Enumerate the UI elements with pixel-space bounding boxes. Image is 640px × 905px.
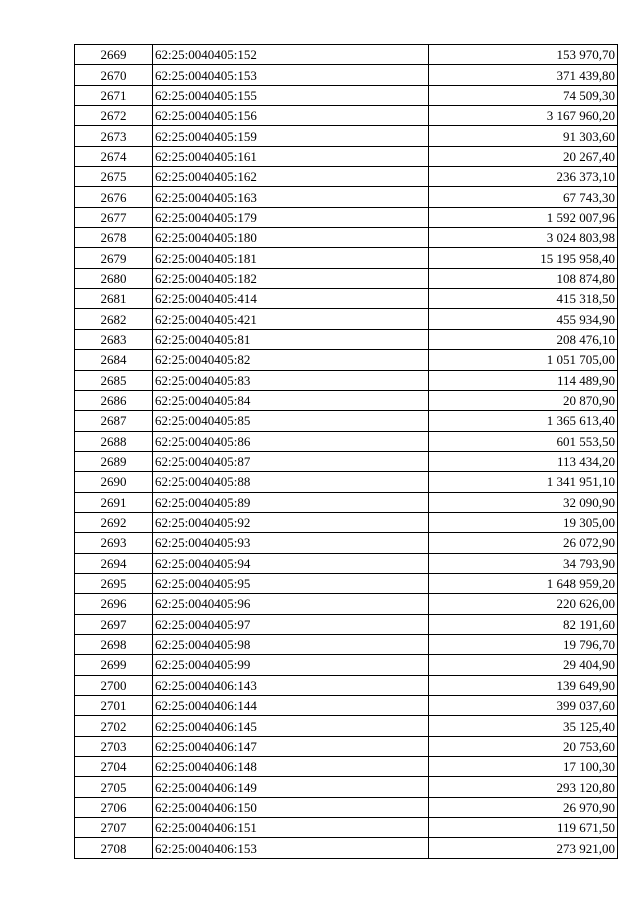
table-row — [75, 696, 618, 716]
row-number-cell: 2704 — [75, 757, 153, 777]
row-number-cell: 2677 — [75, 207, 153, 227]
cadastral-value-cell: 293 120,80 — [429, 777, 618, 797]
row-number-cell: 2700 — [75, 675, 153, 695]
cadastral-number-cell: 62:25:0040406:148 — [153, 757, 429, 777]
cadastral-value-cell: 220 626,00 — [429, 594, 618, 614]
cadastral-number-cell: 62:25:0040405:97 — [153, 614, 429, 634]
cadastral-value-cell: 1 051 705,00 — [429, 350, 618, 370]
table-row — [75, 757, 618, 777]
cadastral-number-cell: 62:25:0040406:143 — [153, 675, 429, 695]
row-number-cell: 2703 — [75, 736, 153, 756]
row-number-cell: 2673 — [75, 126, 153, 146]
cadastral-number-cell: 62:25:0040405:414 — [153, 289, 429, 309]
row-number-cell: 2705 — [75, 777, 153, 797]
cadastral-value-cell: 29 404,90 — [429, 655, 618, 675]
cadastral-value-cell: 371 439,80 — [429, 65, 618, 85]
table-row — [75, 268, 618, 288]
row-number-cell: 2698 — [75, 634, 153, 654]
cadastral-number-cell: 62:25:0040405:421 — [153, 309, 429, 329]
cadastral-number-cell: 62:25:0040406:150 — [153, 797, 429, 817]
cadastral-value-cell: 19 796,70 — [429, 634, 618, 654]
cadastral-value-cell: 3 024 803,98 — [429, 228, 618, 248]
row-number-cell: 2692 — [75, 512, 153, 532]
table-row — [75, 106, 618, 126]
cadastral-number-cell: 62:25:0040406:147 — [153, 736, 429, 756]
table-row — [75, 472, 618, 492]
row-number-cell: 2674 — [75, 146, 153, 166]
row-number-cell: 2697 — [75, 614, 153, 634]
row-number-cell: 2708 — [75, 838, 153, 858]
registry-table-body — [75, 45, 618, 859]
cadastral-value-cell: 32 090,90 — [429, 492, 618, 512]
table-row — [75, 736, 618, 756]
cadastral-value-cell: 17 100,30 — [429, 757, 618, 777]
registry-table — [74, 44, 618, 859]
cadastral-value-cell: 1 341 951,10 — [429, 472, 618, 492]
cadastral-value-cell: 20 267,40 — [429, 146, 618, 166]
row-number-cell: 2691 — [75, 492, 153, 512]
table-row — [75, 573, 618, 593]
cadastral-number-cell: 62:25:0040405:94 — [153, 553, 429, 573]
cadastral-value-cell: 20 753,60 — [429, 736, 618, 756]
table-row — [75, 451, 618, 471]
table-row — [75, 533, 618, 553]
cadastral-number-cell: 62:25:0040405:84 — [153, 390, 429, 410]
cadastral-number-cell: 62:25:0040405:87 — [153, 451, 429, 471]
cadastral-value-cell: 114 489,90 — [429, 370, 618, 390]
cadastral-value-cell: 15 195 958,40 — [429, 248, 618, 268]
cadastral-number-cell: 62:25:0040405:82 — [153, 350, 429, 370]
table-row — [75, 818, 618, 838]
table-row — [75, 594, 618, 614]
cadastral-value-cell: 82 191,60 — [429, 614, 618, 634]
cadastral-value-cell: 19 305,00 — [429, 512, 618, 532]
cadastral-number-cell: 62:25:0040405:85 — [153, 411, 429, 431]
table-row — [75, 797, 618, 817]
table-row — [75, 350, 618, 370]
cadastral-number-cell: 62:25:0040405:81 — [153, 329, 429, 349]
row-number-cell: 2706 — [75, 797, 153, 817]
table-row — [75, 655, 618, 675]
table-row — [75, 553, 618, 573]
table-row — [75, 228, 618, 248]
cadastral-number-cell: 62:25:0040405:159 — [153, 126, 429, 146]
cadastral-number-cell: 62:25:0040405:182 — [153, 268, 429, 288]
table-row — [75, 716, 618, 736]
cadastral-value-cell: 26 970,90 — [429, 797, 618, 817]
row-number-cell: 2701 — [75, 696, 153, 716]
cadastral-value-cell: 3 167 960,20 — [429, 106, 618, 126]
row-number-cell: 2681 — [75, 289, 153, 309]
row-number-cell: 2683 — [75, 329, 153, 349]
table-row — [75, 370, 618, 390]
cadastral-number-cell: 62:25:0040405:181 — [153, 248, 429, 268]
cadastral-number-cell: 62:25:0040406:144 — [153, 696, 429, 716]
row-number-cell: 2670 — [75, 65, 153, 85]
row-number-cell: 2687 — [75, 411, 153, 431]
row-number-cell: 2693 — [75, 533, 153, 553]
table-row — [75, 85, 618, 105]
cadastral-number-cell: 62:25:0040406:151 — [153, 818, 429, 838]
table-row — [75, 512, 618, 532]
cadastral-number-cell: 62:25:0040405:86 — [153, 431, 429, 451]
cadastral-number-cell: 62:25:0040405:83 — [153, 370, 429, 390]
cadastral-value-cell: 1 365 613,40 — [429, 411, 618, 431]
row-number-cell: 2669 — [75, 45, 153, 65]
table-row — [75, 390, 618, 410]
cadastral-number-cell: 62:25:0040405:155 — [153, 85, 429, 105]
cadastral-value-cell: 34 793,90 — [429, 553, 618, 573]
cadastral-value-cell: 119 671,50 — [429, 818, 618, 838]
row-number-cell: 2676 — [75, 187, 153, 207]
table-row — [75, 634, 618, 654]
cadastral-number-cell: 62:25:0040405:162 — [153, 167, 429, 187]
table-row — [75, 492, 618, 512]
cadastral-number-cell: 62:25:0040405:99 — [153, 655, 429, 675]
cadastral-value-cell: 91 303,60 — [429, 126, 618, 146]
cadastral-number-cell: 62:25:0040406:149 — [153, 777, 429, 797]
table-row — [75, 431, 618, 451]
cadastral-value-cell: 153 970,70 — [429, 45, 618, 65]
row-number-cell: 2671 — [75, 85, 153, 105]
row-number-cell: 2702 — [75, 716, 153, 736]
table-row — [75, 167, 618, 187]
cadastral-number-cell: 62:25:0040405:161 — [153, 146, 429, 166]
cadastral-value-cell: 35 125,40 — [429, 716, 618, 736]
table-row — [75, 146, 618, 166]
table-row — [75, 777, 618, 797]
cadastral-value-cell: 1 648 959,20 — [429, 573, 618, 593]
cadastral-value-cell: 26 072,90 — [429, 533, 618, 553]
cadastral-number-cell: 62:25:0040405:88 — [153, 472, 429, 492]
cadastral-number-cell: 62:25:0040405:89 — [153, 492, 429, 512]
cadastral-value-cell: 273 921,00 — [429, 838, 618, 858]
table-row — [75, 187, 618, 207]
table-row — [75, 329, 618, 349]
cadastral-number-cell: 62:25:0040405:95 — [153, 573, 429, 593]
row-number-cell: 2684 — [75, 350, 153, 370]
cadastral-value-cell: 208 476,10 — [429, 329, 618, 349]
cadastral-number-cell: 62:25:0040405:98 — [153, 634, 429, 654]
row-number-cell: 2699 — [75, 655, 153, 675]
cadastral-number-cell: 62:25:0040406:153 — [153, 838, 429, 858]
table-row — [75, 289, 618, 309]
table-row — [75, 45, 618, 65]
table-row — [75, 248, 618, 268]
table-row — [75, 411, 618, 431]
row-number-cell: 2707 — [75, 818, 153, 838]
cadastral-value-cell: 108 874,80 — [429, 268, 618, 288]
row-number-cell: 2688 — [75, 431, 153, 451]
table-row — [75, 309, 618, 329]
row-number-cell: 2686 — [75, 390, 153, 410]
cadastral-value-cell: 415 318,50 — [429, 289, 618, 309]
row-number-cell: 2678 — [75, 228, 153, 248]
cadastral-value-cell: 74 509,30 — [429, 85, 618, 105]
cadastral-value-cell: 601 553,50 — [429, 431, 618, 451]
row-number-cell: 2696 — [75, 594, 153, 614]
cadastral-value-cell: 20 870,90 — [429, 390, 618, 410]
cadastral-value-cell: 67 743,30 — [429, 187, 618, 207]
cadastral-number-cell: 62:25:0040405:180 — [153, 228, 429, 248]
table-row — [75, 65, 618, 85]
row-number-cell: 2689 — [75, 451, 153, 471]
cadastral-value-cell: 455 934,90 — [429, 309, 618, 329]
row-number-cell: 2679 — [75, 248, 153, 268]
cadastral-value-cell: 236 373,10 — [429, 167, 618, 187]
row-number-cell: 2690 — [75, 472, 153, 492]
cadastral-value-cell: 1 592 007,96 — [429, 207, 618, 227]
cadastral-number-cell: 62:25:0040406:145 — [153, 716, 429, 736]
table-row — [75, 207, 618, 227]
cadastral-number-cell: 62:25:0040405:92 — [153, 512, 429, 532]
row-number-cell: 2695 — [75, 573, 153, 593]
table-row — [75, 126, 618, 146]
cadastral-number-cell: 62:25:0040405:163 — [153, 187, 429, 207]
row-number-cell: 2694 — [75, 553, 153, 573]
row-number-cell: 2682 — [75, 309, 153, 329]
row-number-cell: 2685 — [75, 370, 153, 390]
cadastral-number-cell: 62:25:0040405:179 — [153, 207, 429, 227]
cadastral-value-cell: 113 434,20 — [429, 451, 618, 471]
row-number-cell: 2675 — [75, 167, 153, 187]
table-row — [75, 675, 618, 695]
row-number-cell: 2672 — [75, 106, 153, 126]
cadastral-number-cell: 62:25:0040405:152 — [153, 45, 429, 65]
cadastral-value-cell: 139 649,90 — [429, 675, 618, 695]
cadastral-number-cell: 62:25:0040405:93 — [153, 533, 429, 553]
cadastral-number-cell: 62:25:0040405:156 — [153, 106, 429, 126]
cadastral-number-cell: 62:25:0040405:96 — [153, 594, 429, 614]
table-row — [75, 614, 618, 634]
cadastral-number-cell: 62:25:0040405:153 — [153, 65, 429, 85]
cadastral-value-cell: 399 037,60 — [429, 696, 618, 716]
table-row — [75, 838, 618, 858]
row-number-cell: 2680 — [75, 268, 153, 288]
